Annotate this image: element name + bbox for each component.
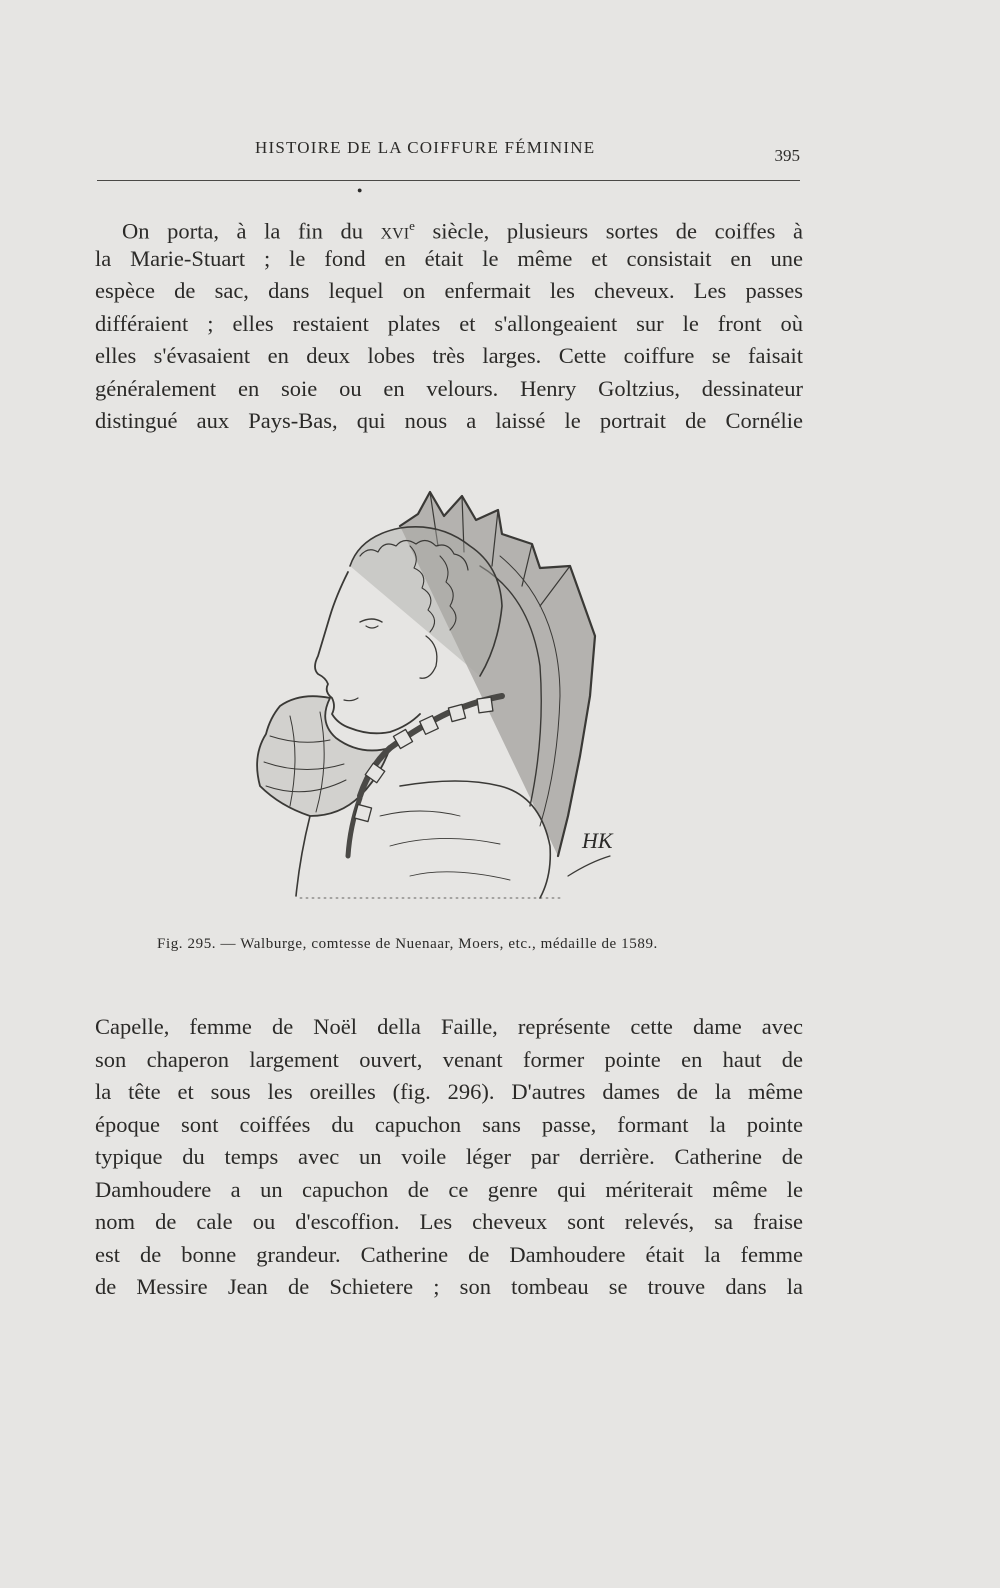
text-line: son chaperon largement ouvert, venant former pointe en haut de [95,1046,803,1072]
century-numeral: xvi [380,218,410,244]
text-line: époque sont coiffées du capuchon sans passe, formant la pointe [95,1111,803,1137]
text-line: différaient ; elles restaient plates et s'allongeaient sur le front où [95,310,803,336]
text-line: Damhoudere a un capuchon de ce genre qui mériterait même le [95,1176,803,1202]
text-line: elles s'évasaient en deux lobes très larges. Cette coiffure se faisait [95,343,803,368]
text-line: distingué aux Pays-Bas, qui nous a laissé le portrait de Cornélie [95,408,803,433]
portrait-drawing [240,486,640,916]
page-number: 395 [774,146,800,165]
text-line: espèce de sac, dans lequel on enfermait les cheveux. Les passes [95,278,803,303]
text-line: de Messire Jean de Schietere ; son tombeau se trouve dans la [95,1274,803,1299]
dot-ornament: ● [357,185,363,195]
artist-signature: HK [582,828,613,853]
running-head [97,134,800,166]
text-line: généralement en soie ou en velours. Henry Goltzius, dessinateur [95,375,803,401]
text-line: est de bonne grandeur. Catherine de Damhoudere était la femme [95,1241,803,1267]
running-title: HISTOIRE DE LA COIFFURE FÉMININE [255,138,596,157]
text-line: On porta, à la fin du xvi$^e$ siècle, plusieurs sortes de coiffes à [122,218,803,244]
text-line: typique du temps avec un voile léger par derrière. Catherine de [95,1144,803,1169]
text-line: la Marie-Stuart ; le fond en était le même et consistait en une [95,245,803,271]
figure-caption: Fig. 295. — Walburge, comtesse de Nuenaar, Moers, etc., médaille de 1589. [157,936,658,952]
header-rule [97,180,800,181]
text-line: nom de cale ou d'escoffion. Les cheveux sont relevés, sa fraise [95,1209,803,1234]
portrait-illustration [240,486,640,916]
text-line: Capelle, femme de Noël della Faille, représente cette dame avec [95,1014,803,1039]
century-superscript: e [409,218,415,233]
text-line: la tête et sous les oreilles (fig. 296). D'autres dames de la même [95,1079,803,1104]
paragraph-2 [95,1011,803,1304]
paragraph-1 [95,210,803,438]
